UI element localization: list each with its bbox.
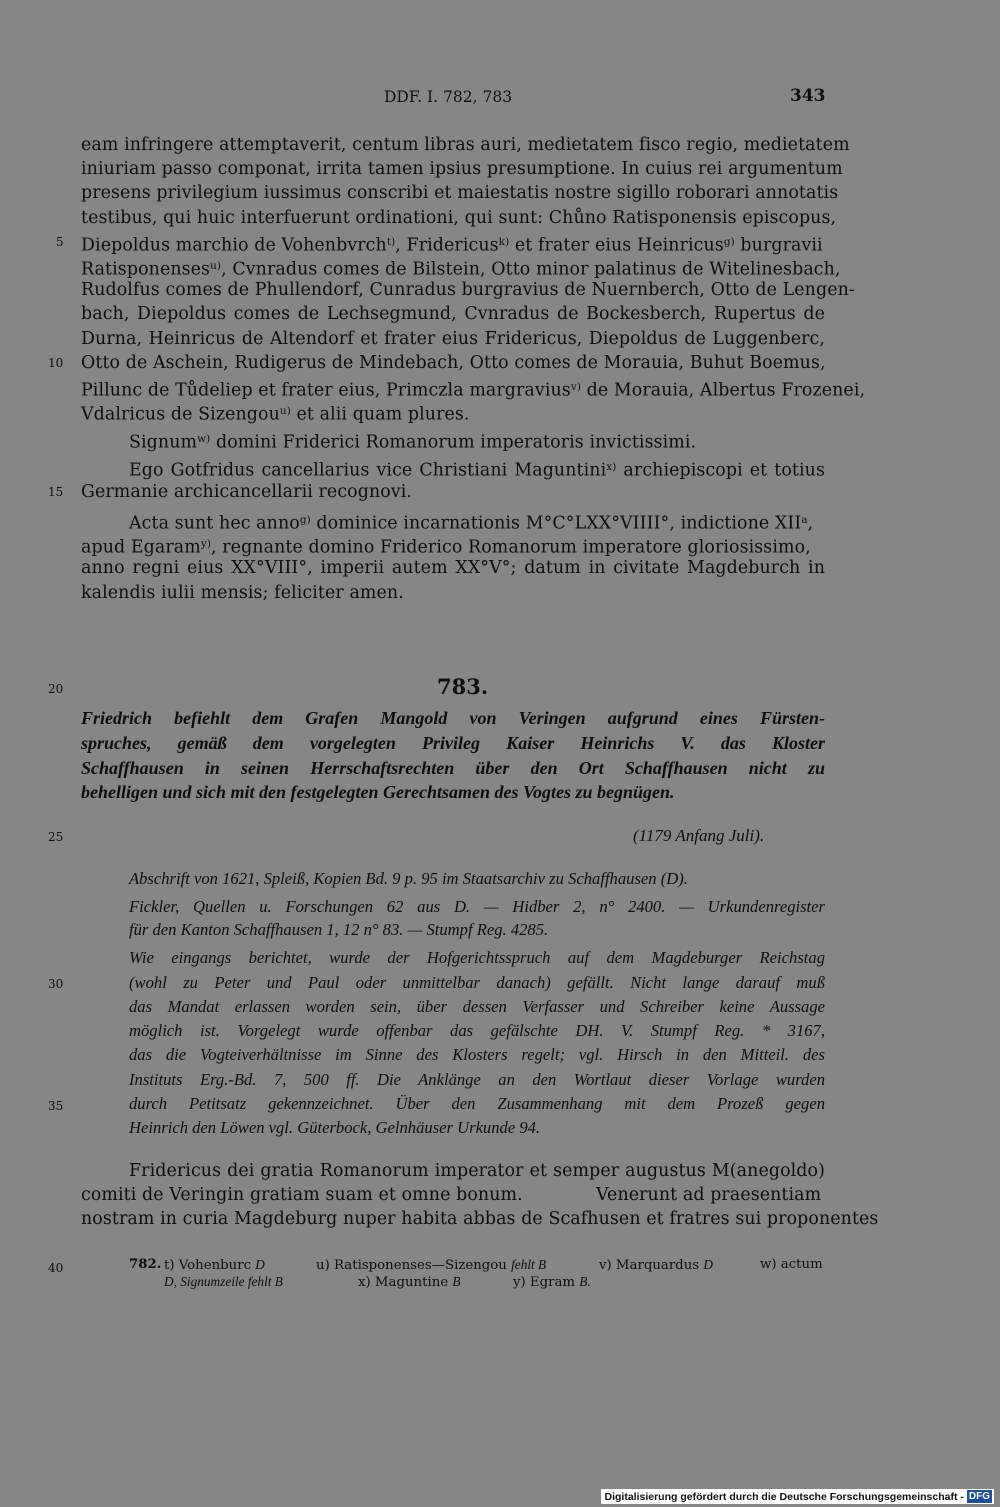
- recognition-line: [129, 455, 825, 483]
- page-number: 343: [790, 86, 826, 106]
- regest-line: Schaffhausen in seinen Herrschaftsrechten über den Ort Schaffhausen nicht zu: [81, 758, 825, 778]
- footnote: [513, 1273, 591, 1292]
- running-title: DDF. I. 782, 783: [384, 88, 513, 106]
- text-line: nostram in curia Magdeburg nuper habita abbas de Scafhusen et fratres sui proponentes: [81, 1209, 879, 1229]
- text-segment: fehlt B: [511, 1257, 547, 1272]
- commentary-line: durch Petitsatz gekennzeichnet. Über den Zusammenhang mit dem Prozeß gegen: [129, 1094, 825, 1113]
- tradition-line: Fickler, Quellen u. Forschungen 62 aus D. — Hidber 2, n° 2400. — Urkundenregister: [129, 897, 825, 916]
- footnote-mark: g): [723, 236, 735, 248]
- commentary-line: das Mandat erlassen worden sein, über dessen Verfasser und Schreiber keine Aussage: [129, 997, 825, 1016]
- tradition-line: Abschrift von 1621, Spleiß, Kopien Bd. 9 p. 95 im Staatsarchiv zu Schaffhausen (D).: [129, 869, 688, 888]
- text-segment: Ratisponenses: [81, 259, 211, 280]
- text-segment: u) Ratisponenses—Sizengou: [316, 1258, 507, 1273]
- text-segment: archiepiscopi et totius: [616, 460, 825, 481]
- text-line: Rudolfus comes de Phullendorf, Cunradus burgravius de Nuernberch, Otto de Lengen-: [81, 280, 855, 300]
- text-segment: B.: [579, 1274, 591, 1289]
- text-segment: ,: [807, 513, 814, 534]
- date-line: (1179 Anfang Juli).: [633, 826, 765, 845]
- text-line: testibus, qui huic interfuerunt ordinationi, qui sunt: Chůno Ratisponensis episcopus,: [81, 208, 837, 228]
- text-segment: , Cvnradus comes de Bilstein, Otto minor palatinus de Witelinesbach,: [221, 259, 841, 280]
- footnote-mark: v): [570, 381, 581, 393]
- dating-line: kalendis iulii mensis; feliciter amen.: [81, 583, 404, 603]
- credit-text: Digitalisierung gefördert durch die Deutsche Forschungsgemeinschaft -: [604, 1490, 964, 1503]
- regest-line: behelligen und sich mit den festgelegten Gerechtsamen des Vogtes zu begnügen.: [81, 782, 675, 802]
- text-line: [81, 399, 470, 427]
- text-line: eam infringere attemptaverit, centum libras auri, medietatem fisco regio, medietatem: [81, 135, 850, 155]
- text-segment: v) Marquardus: [599, 1258, 700, 1273]
- text-segment: , regnante domino Friderico Romanorum imperatore gloriosissimo,: [211, 537, 811, 558]
- text-segment: D: [703, 1257, 713, 1272]
- dating-line: anno regni eius XX°VIII°, imperii autem XX°V°; datum in civitate Magdeburch in: [81, 558, 825, 578]
- text-line: comiti de Veringin gratiam suam et omne bonum.: [81, 1185, 523, 1205]
- text-line: Durna, Heinricus de Altendorf et frater eius Fridericus, Diepoldus de Luggenberc,: [81, 329, 825, 349]
- document-number: 783.: [437, 674, 489, 699]
- line-number: 25: [48, 830, 64, 844]
- footnote-mark: k): [498, 236, 510, 248]
- footnote: [358, 1273, 460, 1292]
- footnote-doc-number: 782.: [129, 1257, 162, 1272]
- line-number: 20: [48, 682, 64, 696]
- footnote-mark: w): [197, 433, 211, 445]
- footnote-mark: y): [200, 538, 212, 550]
- text-segment: Acta sunt hec anno: [129, 513, 300, 534]
- commentary-line: Instituts Erg.-Bd. 7, 500 ff. Die Anklänge an den Wortlaut dieser Vorlage wurden: [129, 1070, 825, 1089]
- text-segment: x) Maguntine: [358, 1275, 449, 1290]
- text-segment: , Fridericus: [395, 235, 499, 256]
- text-line: presens privilegium iussimus conscribi et maiestatis nostre sigillo roborari annotatis: [81, 183, 839, 203]
- text-segment: et frater eius Heinricus: [509, 235, 724, 256]
- text-segment: D: [255, 1257, 265, 1272]
- text-segment: domini Friderici Romanorum imperatoris invictissimi.: [210, 432, 697, 453]
- footnote: D, Signumzeile fehlt B: [164, 1274, 283, 1289]
- text-segment: Pillunc de Tůdeliep et frater eius, Primczla margravius: [81, 380, 571, 401]
- text-segment: t) Vohenburc: [164, 1258, 252, 1273]
- footnote: [599, 1256, 713, 1275]
- text-segment: de Morauia, Albertus Frozenei,: [581, 380, 866, 401]
- text-segment: B: [452, 1274, 461, 1289]
- text-segment: y) Egram: [513, 1275, 576, 1290]
- text-segment: dominice incarnationis M°C°LXX°VIIII°, indictione XII: [310, 513, 802, 534]
- footnote-mark: x): [606, 461, 617, 473]
- text-segment: et alii quam plures.: [290, 404, 470, 425]
- text-segment: Ego Gotfridus cancellarius vice Christiani Maguntini: [129, 460, 607, 481]
- commentary-line: möglich ist. Vorgelegt wurde offenbar das gefälschte DH. V. Stumpf Reg. * 3167,: [129, 1021, 825, 1040]
- text-line: Venerunt ad praesentiam: [596, 1185, 822, 1205]
- text-line: iniuriam passo componat, irrita tamen ipsius presumptione. In cuius rei argumentum: [81, 159, 843, 179]
- recognition-line: Germanie archicancellarii recognovi.: [81, 482, 413, 502]
- tradition-line: für den Kanton Schaffhausen 1, 12 n° 83. — Stumpf Reg. 4285.: [129, 920, 549, 939]
- line-number: 10: [48, 356, 64, 370]
- footnote-mark: t): [386, 236, 396, 248]
- text-segment: Vdalricus de Sizengou: [81, 404, 280, 425]
- text-line: bach, Diepoldus comes de Lechsegmund, Cvnradus de Bockesberch, Rupertus de: [81, 304, 825, 324]
- footnote-mark: g): [299, 514, 311, 526]
- superscript: a: [801, 514, 808, 526]
- footnote: w) actum: [760, 1257, 823, 1272]
- regest-line: Friedrich befiehlt dem Grafen Mangold von Veringen aufgrund eines Fürsten-: [81, 708, 825, 728]
- line-number: 35: [48, 1099, 64, 1113]
- text-segment: apud Egaram: [81, 537, 201, 558]
- text-line: Otto de Aschein, Rudigerus de Mindebach, Otto comes de Morauia, Buhut Boemus,: [81, 353, 826, 373]
- commentary-line: Heinrich den Löwen vgl. Güterbock, Gelnhäuser Urkunde 94.: [129, 1118, 541, 1137]
- text-segment: burgravii: [734, 235, 823, 256]
- text-segment: Signum: [129, 432, 198, 453]
- line-number: 40: [48, 1261, 64, 1275]
- text-segment: Diepoldus marchio de Vohenbvrch: [81, 235, 387, 256]
- line-number: 30: [48, 977, 64, 991]
- signum-line: [129, 427, 696, 455]
- digitization-credit: [601, 1489, 995, 1504]
- line-number: 5: [56, 235, 64, 249]
- line-number: 15: [48, 485, 64, 499]
- commentary-line: (wohl zu Peter und Paul oder unmittelbar danach) gefällt. Nicht lange darauf muß: [129, 973, 825, 992]
- footnote-mark: u): [279, 405, 291, 417]
- text-line: Fridericus dei gratia Romanorum imperator et semper augustus M(anegoldo): [129, 1161, 825, 1181]
- regest-line: spruches, gemäß dem vorgelegten Privileg Kaiser Heinrichs V. das Kloster: [81, 733, 825, 753]
- footnote-mark: u): [210, 260, 222, 272]
- commentary-line: Wie eingangs berichtet, wurde der Hofgerichtsspruch auf dem Magdeburger Reichstag: [129, 948, 825, 967]
- dfg-logo: DFG: [968, 1491, 990, 1502]
- commentary-line: das die Vogteiverhältnisse im Sinne des Klosters regelt; vgl. Hirsch in den Mitteil. des: [129, 1045, 825, 1064]
